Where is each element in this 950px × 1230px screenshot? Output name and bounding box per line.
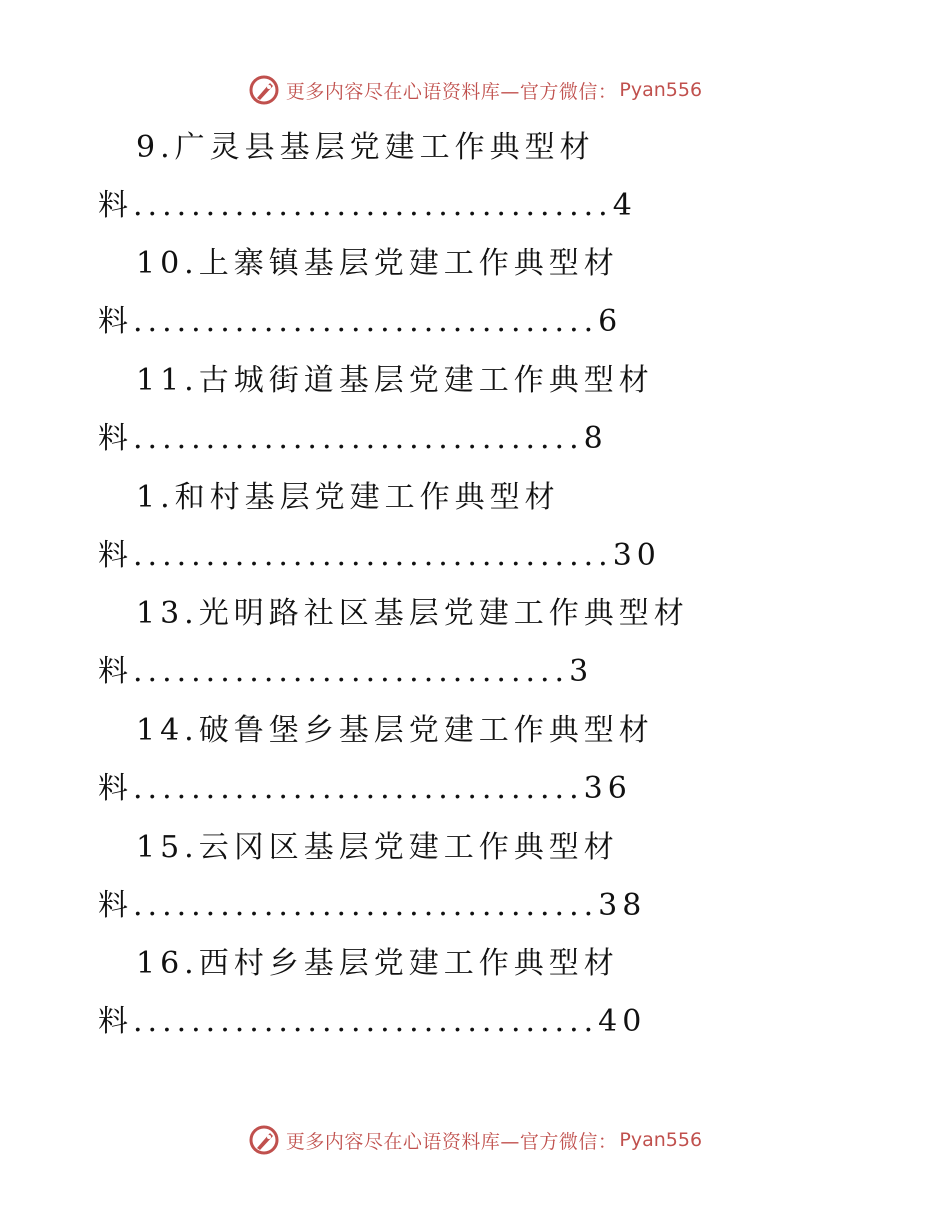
- toc-entry-leader: 料................................38: [98, 888, 647, 923]
- toc-entry-title: 16.西村乡基层党建工作典型材: [136, 946, 619, 981]
- toc-entry-title: 13.光明路社区基层党建工作典型材: [136, 596, 689, 631]
- footer-watermark: [0, 1120, 950, 1160]
- toc-entry-leader: 料..............................3: [98, 654, 594, 689]
- toc-entry-leader: 料.................................4: [98, 188, 637, 223]
- toc-entry-leader: 料................................6: [98, 304, 623, 339]
- pen-logo-icon: [248, 1124, 280, 1156]
- watermark-text: 更多内容尽在心语资料库—官方微信：: [285, 1130, 618, 1153]
- watermark-id: Pyan556: [619, 79, 703, 101]
- toc-entry-title: 14.破鲁堡乡基层党建工作典型材: [136, 713, 654, 748]
- watermark-id: Pyan556: [619, 1129, 703, 1151]
- header-watermark: [0, 70, 950, 110]
- toc-entry-title: 1.和村基层党建工作典型材: [136, 480, 560, 515]
- toc-entry-leader: 料.................................30: [98, 538, 661, 573]
- toc-entry-leader: 料...............................36: [98, 771, 632, 806]
- toc-entry-leader: 料................................40: [98, 1004, 647, 1039]
- pen-logo-icon: [248, 74, 280, 106]
- toc-entry-title: 9.广灵县基层党建工作典型材: [136, 130, 595, 165]
- toc-entry-title: 11.古城街道基层党建工作典型材: [136, 363, 654, 398]
- watermark-text: 更多内容尽在心语资料库—官方微信：: [285, 80, 618, 103]
- toc-entry-leader: 料...............................8: [98, 421, 608, 456]
- toc-entry-title: 15.云冈区基层党建工作典型材: [136, 830, 619, 865]
- toc-entry-title: 10.上寨镇基层党建工作典型材: [136, 246, 619, 281]
